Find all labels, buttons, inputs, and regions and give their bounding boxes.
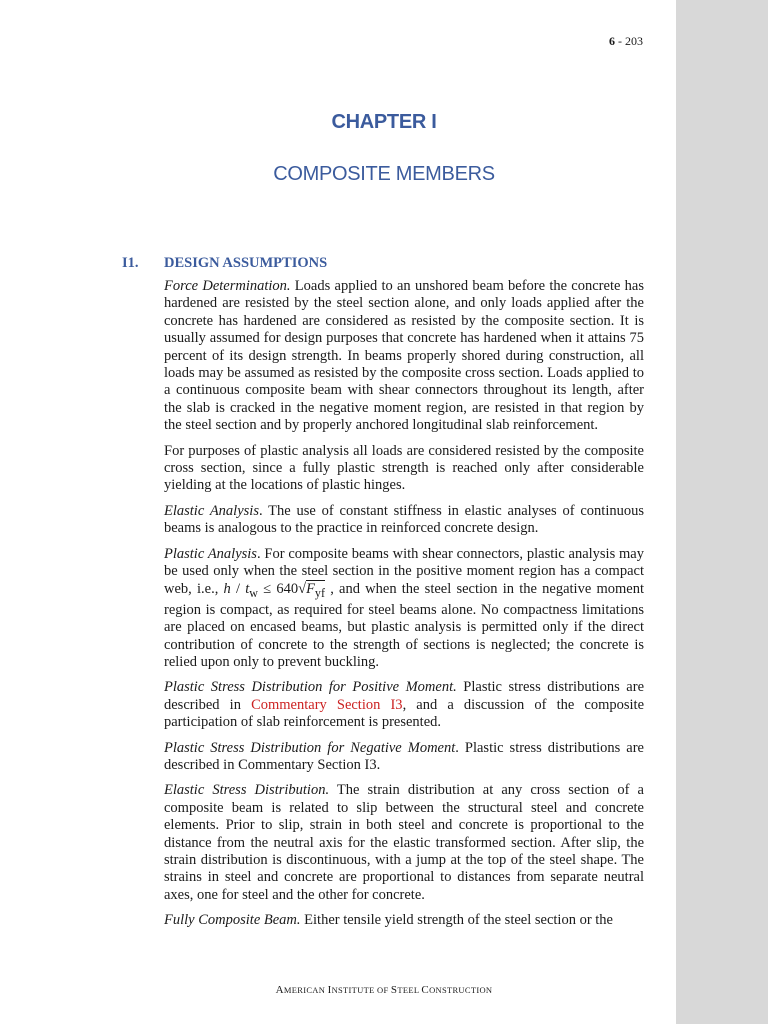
paragraph-force-determination: Force Determination. Loads applied to an unshored beam before the concrete has hardened are resisted by the steel section alone, and only loads applied after the concrete has hardened are considered as resisted by the composite section. It is usually assumed for design purposes that concrete has hardened when it attains 75 percent of its design strength. In beams properly shored during construction, all loads may be assumed as resisted by the composite cross section. Loads applied to a continuous composite beam with shear connectors throughout its length, after the slab is cracked in the negative moment region, are resisted in that region by the steel section and by properly anchored longitudinal slab reinforcement. [164, 278, 644, 434]
section-title: DESIGN ASSUMPTIONS [164, 255, 328, 271]
paragraph-plastic-analysis: Plastic Analysis. For composite beams with shear connectors, plastic analysis may be used only when the steel section in the positive moment region has a compact web, i.e., $h / t_w \le 640√F_{yf}$ , and when the steel section in the negative moment region is compact, as required for steel beams alone. No compactness limitations are placed on encased beams, but plastic analysis is permitted only if the direct contribution of concrete to the strength of sections is neglected; the concrete is relied upon only to prevent buckling. [164, 545, 644, 671]
page-number: 6 - 203 [609, 34, 643, 48]
section-number: I1. [122, 255, 139, 271]
commentary-section-link[interactable]: Commentary Section I3 [251, 696, 403, 713]
paragraph-elastic-stress: Elastic Stress Distribution. The strain distribution at any cross section of a composite beam is related to slip between the structural steel and concrete elements. Prior to slip, strain in both steel and concrete is proportional to the distance from the neutral axis for the elastic transformed section. After slip, the strain distribution is discontinuous, with a jump at the top of the steel shape. The strains in steel and concrete are proportional to distances from separate neutral axes, one for steel and the other for concrete. [164, 782, 644, 903]
side-strip [676, 0, 768, 1024]
chapter-label: CHAPTER I [331, 111, 437, 133]
paragraph-negative-moment: Plastic Stress Distribution for Negative Moment. Plastic stress distributions are described in Commentary Section I3. [164, 739, 644, 774]
paragraph-fully-composite: Fully Composite Beam. Either tensile yield strength of the steel section or the [164, 912, 613, 929]
chapter-title: COMPOSITE MEMBERS [273, 163, 495, 185]
footer-publisher: AMERICAN INSTITUTE OF STEEL CONSTRUCTION [275, 984, 493, 996]
paragraph-elastic-analysis: Elastic Analysis. The use of constant stiffness in elastic analyses of continuous beams is analogous to the practice in reinforced concrete design. [164, 502, 644, 537]
paragraph-plastic-purposes: For purposes of plastic analysis all loads are considered resisted by the composite cross section, since a fully plastic strength is reached only after considerable yielding at the locations of plastic hinges. [164, 442, 644, 494]
paragraph-positive-moment: Plastic Stress Distribution for Positive Moment. Plastic stress distributions are described in Commentary Section I3, and a discussion of the composite participation of slab reinforcement is presented. [164, 679, 645, 731]
body-text [164, 278, 644, 938]
compact-web-formula: $h / t_w \le 640√F_{yf}$ [223, 580, 325, 600]
